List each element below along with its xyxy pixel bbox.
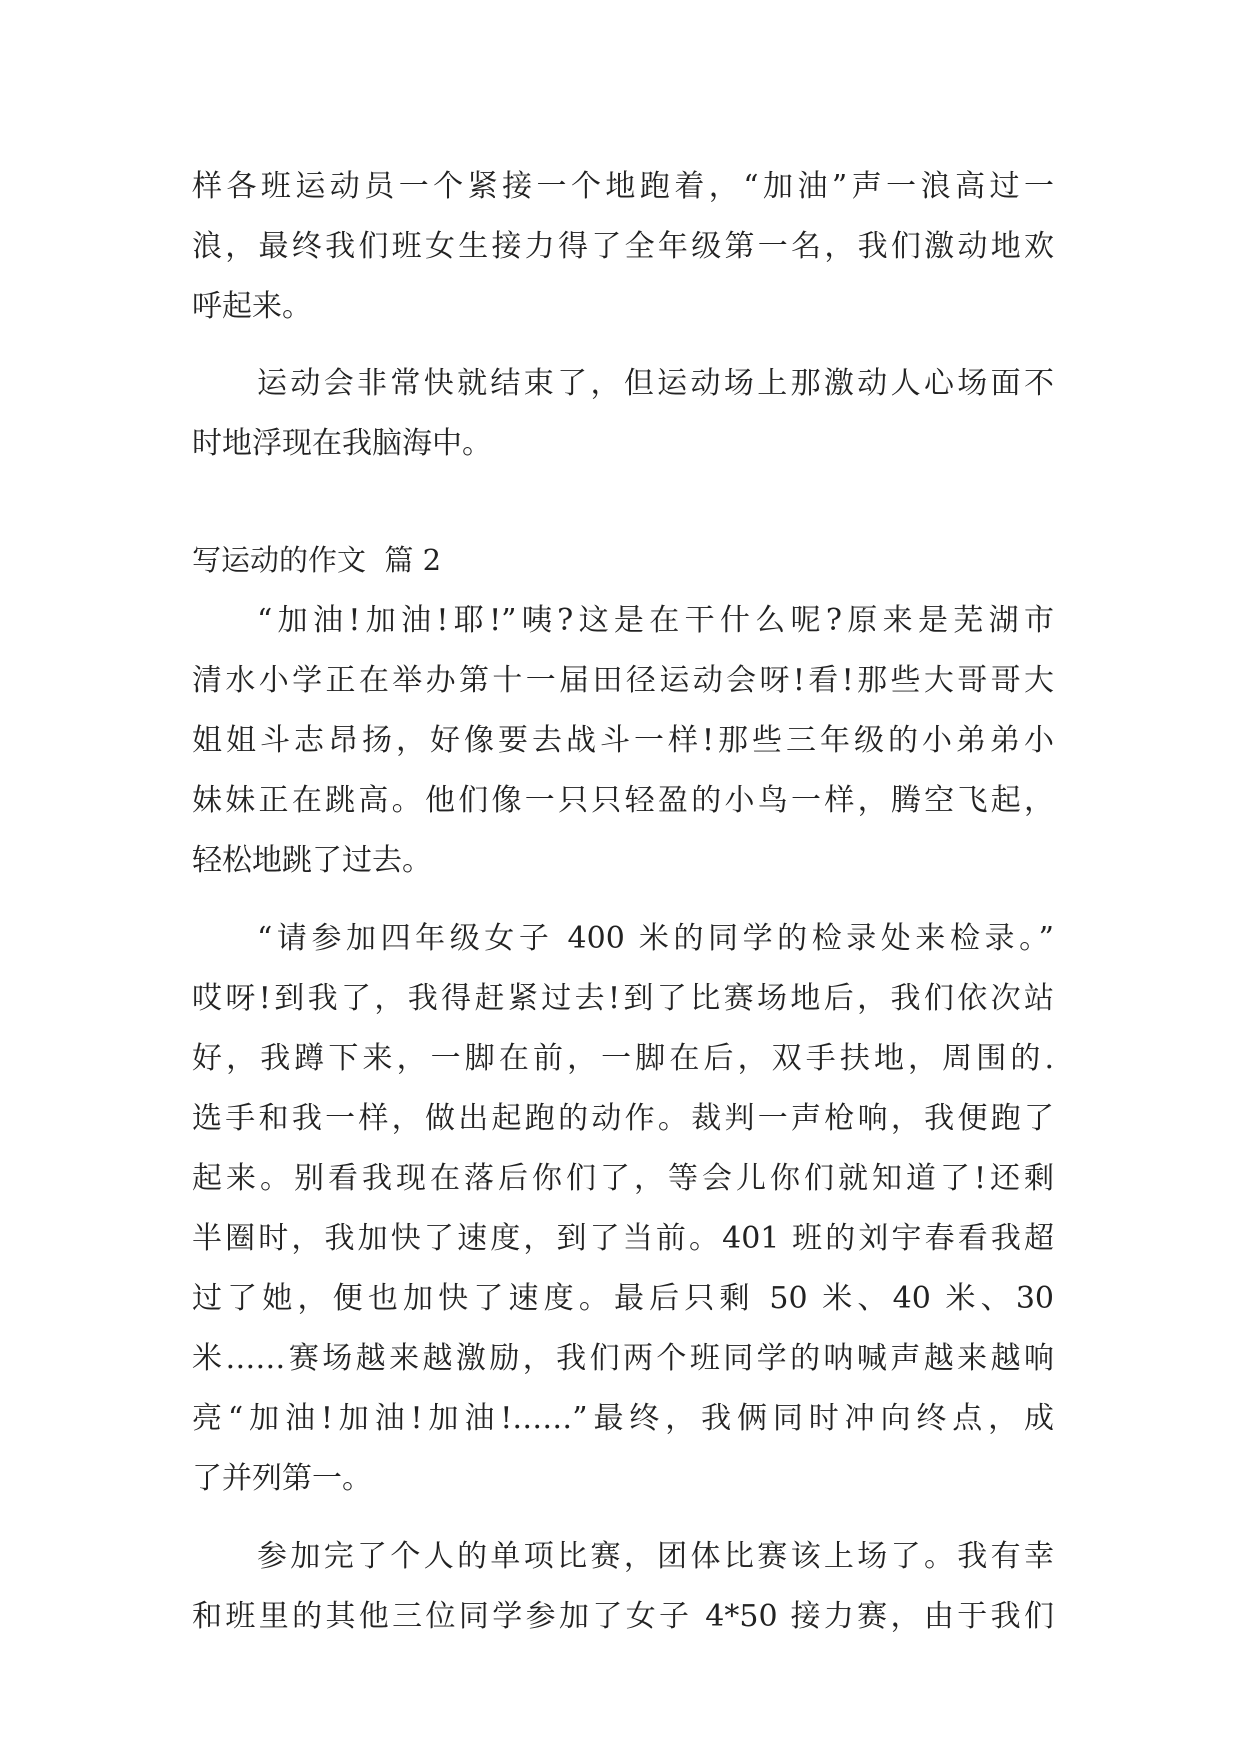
paragraph-line: 哎呀!到我了，我得赶紧过去!到了比赛场地后，我们依次站 — [192, 981, 1054, 1016]
paragraph-line: 清水小学正在举办第十一届田径运动会呀!看!那些大哥哥大 — [192, 663, 1054, 698]
paragraph-line: “加油!加油!耶!”咦?这是在干什么呢?原来是芜湖市 — [257, 603, 1054, 638]
paragraph-line: 参加完了个人的单项比赛，团体比赛该上场了。我有幸 — [257, 1539, 1054, 1574]
paragraph-line: 起来。别看我现在落后你们了，等会儿你们就知道了!还剩 — [192, 1161, 1054, 1196]
paragraph-line: “请参加四年级女子 400 米的同学的检录处来检录。” — [257, 921, 1054, 956]
paragraph-line: 样各班运动员一个紧接一个地跑着，“加油”声一浪高过一 — [192, 169, 1054, 204]
paragraph-line: 米……赛场越来越激励，我们两个班同学的呐喊声越来越响 — [192, 1341, 1054, 1376]
paragraph-line: 好，我蹲下来，一脚在前，一脚在后，双手扶地，周围的. — [192, 1041, 1054, 1076]
paragraph-line: 过了她，便也加快了速度。最后只剩 50 米、40 米、30 — [192, 1281, 1054, 1316]
paragraph-line: 姐姐斗志昂扬，好像要去战斗一样!那些三年级的小弟弟小 — [192, 723, 1054, 758]
paragraph-line: 妹妹正在跳高。他们像一只只轻盈的小鸟一样，腾空飞起， — [192, 783, 1054, 818]
paragraph-line: 半圈时，我加快了速度，到了当前。401 班的刘宇春看我超 — [192, 1221, 1054, 1256]
paragraph-line: 选手和我一样，做出起跑的动作。裁判一声枪响，我便跑了 — [192, 1101, 1054, 1136]
paragraph-line: 运动会非常快就结束了，但运动场上那激动人心场面不 — [257, 366, 1054, 401]
paragraph-line: 时地浮现在我脑海中。 — [192, 426, 492, 461]
paragraph-line: 亮“加油!加油!加油!……”最终，我俩同时冲向终点，成 — [192, 1401, 1054, 1436]
paragraph-line: 呼起来。 — [192, 289, 312, 324]
paragraph-line: 轻松地跳了过去。 — [192, 843, 432, 878]
paragraph-line: 浪，最终我们班女生接力得了全年级第一名，我们激动地欢 — [192, 229, 1054, 264]
section-title: 写运动的作文 篇 2 — [192, 543, 442, 577]
paragraph-line: 了并列第一。 — [192, 1461, 372, 1496]
paragraph-line: 和班里的其他三位同学参加了女子 4*50 接力赛，由于我们 — [192, 1599, 1054, 1634]
